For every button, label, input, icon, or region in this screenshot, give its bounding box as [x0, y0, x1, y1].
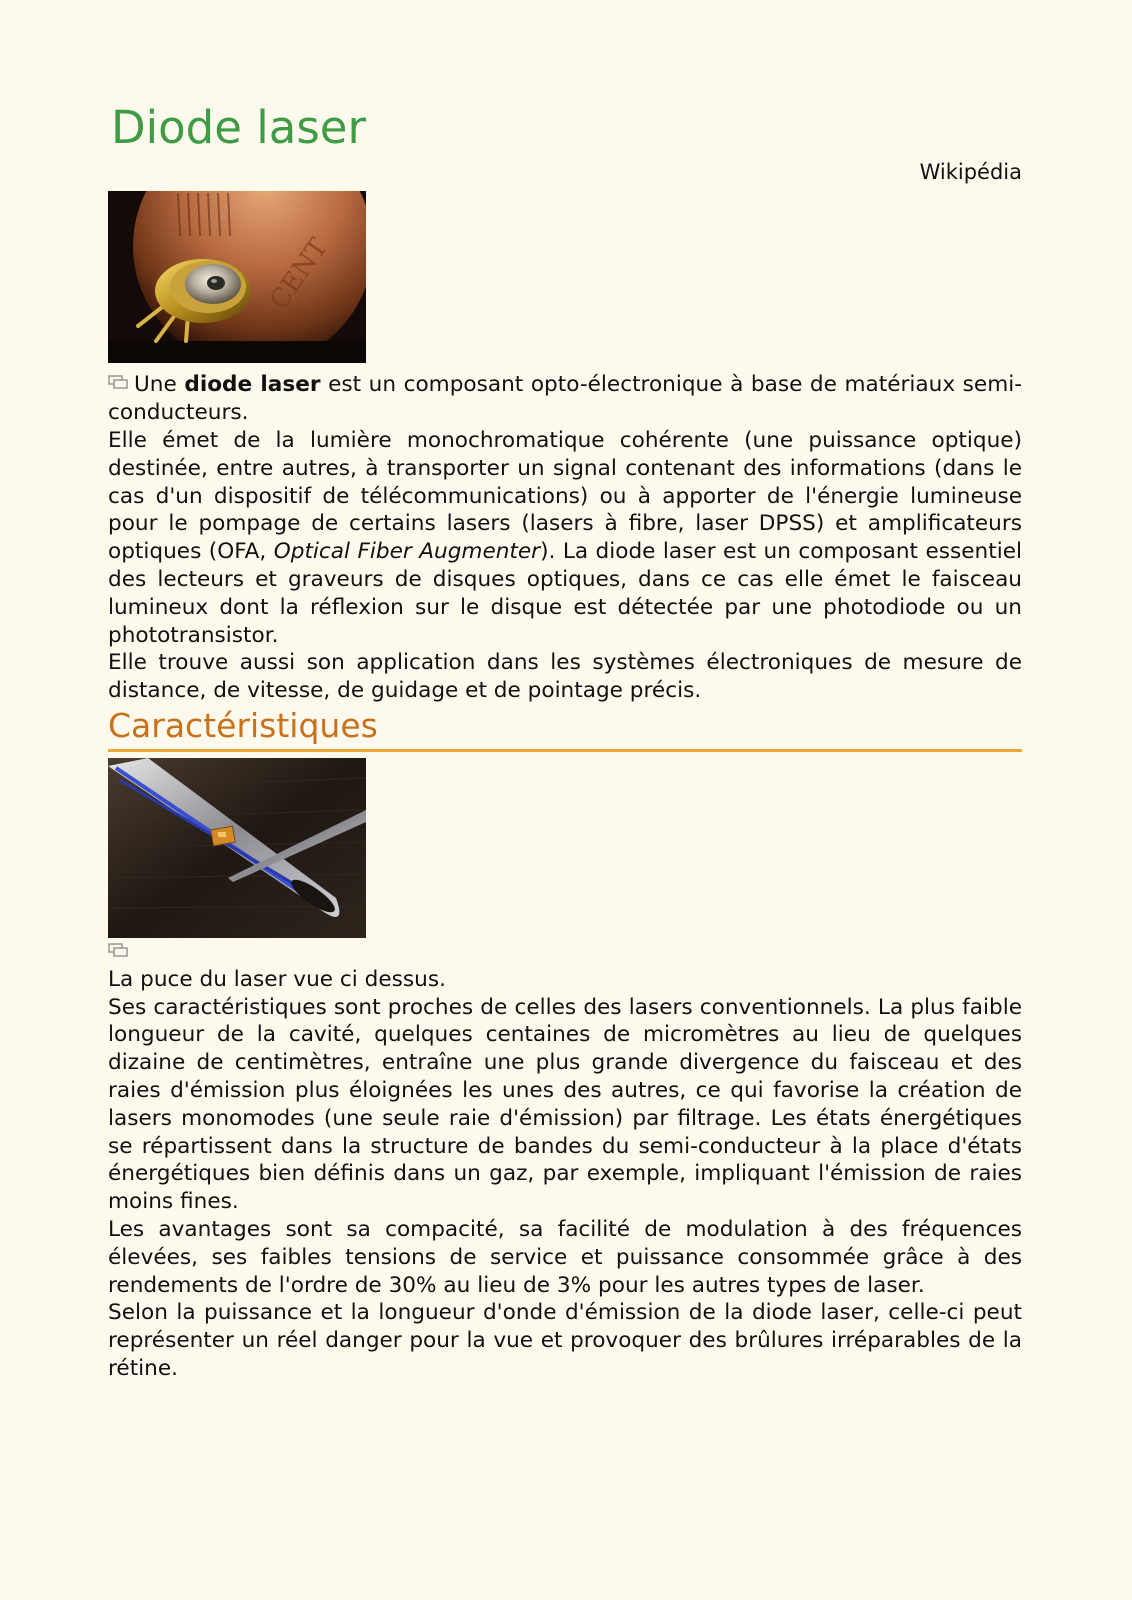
document-page [108, 100, 1022, 1383]
section-paragraph: Ses caractéristiques sont proches de celles des lasers conventionnels. La plus faible longueur de la cavité, quelques centaines de micromètres au lieu de quelques dizaine de centimètres, entraîne une plus grande divergence du faisceau et des raies d'émission plus éloignées les unes des autres, ce qui favorise la création de lasers monomodes (une seule raie d'émission) par filtrage. Les états énergétiques se répartissent dans la structure de bandes du semi-conducteur à la place d'états énergétiques bien définis dans un gaz, par exemple, impliquant l'émission de raies moins fines. [108, 994, 1022, 1215]
laser-chip-photo[interactable] [108, 758, 366, 938]
caption-icon-row [108, 938, 1022, 966]
intro-text [108, 371, 1022, 705]
section-heading: Caractéristiques [108, 707, 1022, 752]
figure-caption: La puce du laser vue ci dessus. [108, 966, 446, 992]
source-label: Wikipédia [919, 160, 1022, 185]
laser-diode-photo[interactable] [108, 191, 366, 363]
enlarge-icon[interactable] [108, 942, 128, 961]
section-paragraph: Selon la puissance et la longueur d'onde d'émission de la diode laser, celle-ci peut représenter un réel danger pour la vue et provoquer des brûlures irréparables de la rétine. [108, 1300, 1022, 1381]
intro-paragraph-2: Elle émet de la lumière monochromatique cohérente (une puissance optique) destinée, entre autres, à transporter un signal contenant des informations (dans le cas d'un dispositif de télécommunications) ou à apporter de l'énergie lumineuse pour le pompage de certains lasers (lasers à fibre, laser DPSS) et amplificateurs optiques (OFA, Optical Fiber Augmenter). La diode laser est un composant essentiel des lecteurs et graveurs de disques optiques, dans ce cas elle émet le faisceau lumineux dont la réflexion sur le disque est détectée par une photodiode ou un phototransistor. [108, 427, 1022, 648]
lead-term: diode laser [184, 372, 321, 398]
section-paragraph: Les avantages sont sa compacité, sa facilité de modulation à des fréquences élevées, ses faibles tensions de service et puissance consommée grâce à des rendements de l'ordre de 30% au lieu de 3% pour les autres types de laser. [108, 1217, 1022, 1298]
enlarge-icon[interactable] [108, 369, 128, 397]
intro-paragraph-3: Elle trouve aussi son application dans les systèmes électroniques de mesure de distance, de vitesse, de guidage et de pointage précis. [108, 650, 1022, 704]
intro-paragraph-1: Une diode laser est un composant opto-électronique à base de matériaux semi-conducteurs. [108, 371, 1022, 427]
italic-term: Optical Fiber Augmenter [273, 539, 541, 565]
page-title: Diode laser [111, 101, 366, 154]
section-text [108, 966, 1022, 1383]
svg-text:CENT: CENT [264, 233, 335, 316]
